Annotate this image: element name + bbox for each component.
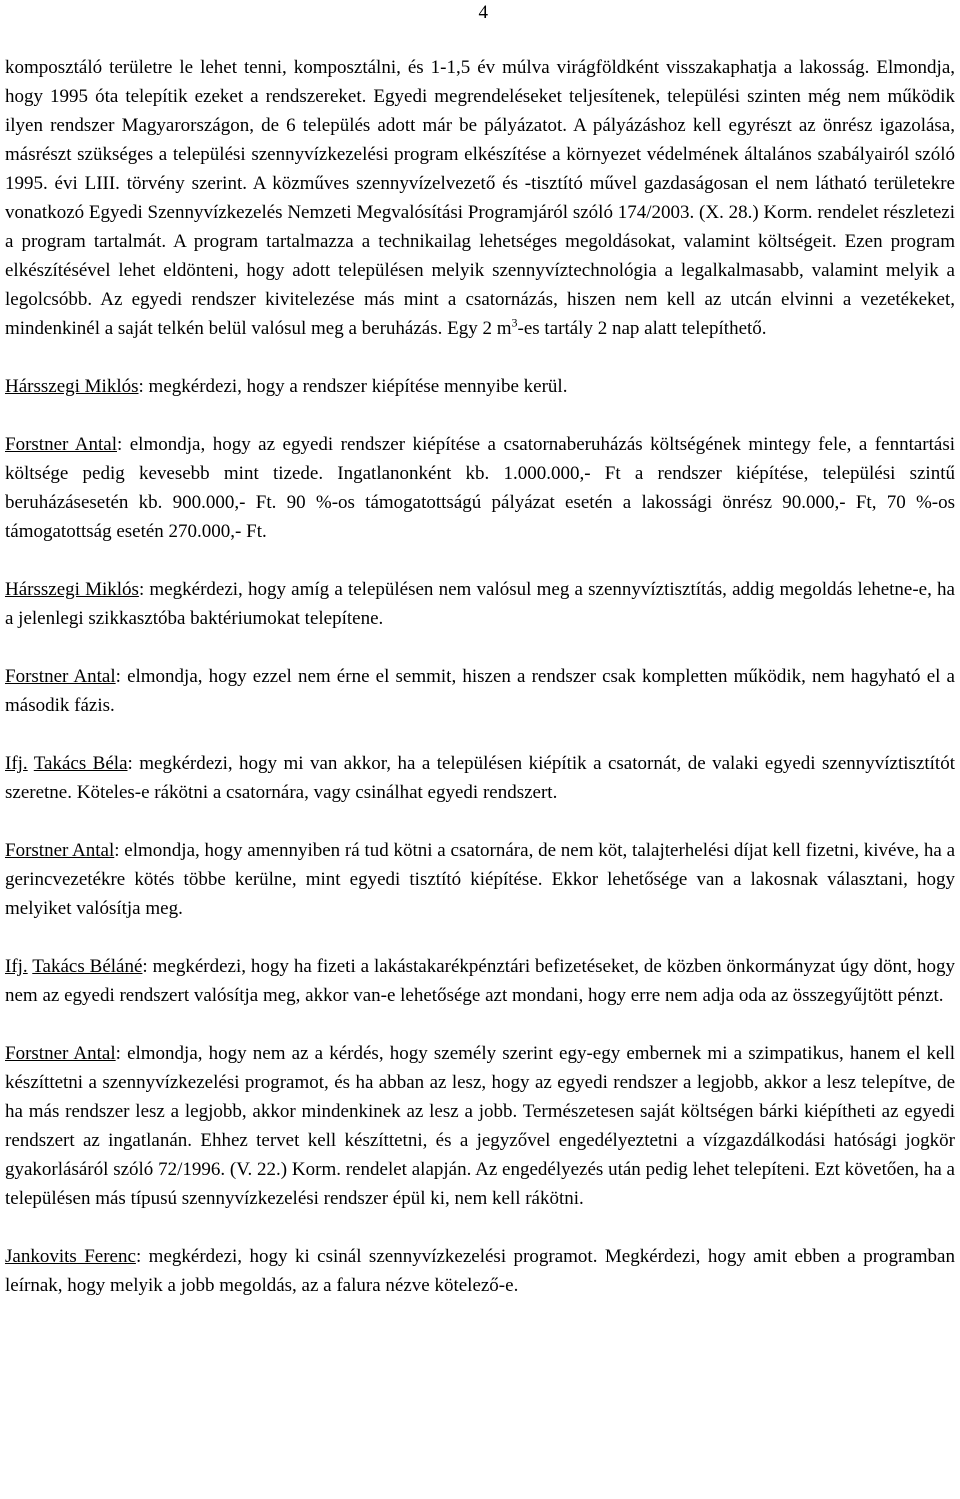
speaker-separator: :	[142, 956, 148, 977]
speaker-separator: :	[115, 1043, 121, 1064]
speaker-separator: :	[115, 666, 121, 687]
speaker-name: Forstner Antal	[5, 1043, 116, 1064]
speaker-name: Hársszegi Miklós	[5, 376, 139, 397]
speaker-prefix: Ifj.	[5, 956, 28, 977]
page-number: 4	[478, 2, 488, 23]
speech-paragraph	[5, 372, 955, 401]
speech-paragraph	[5, 430, 955, 546]
speech-paragraph	[5, 662, 955, 720]
speech-text: megkérdezi, hogy ki csinál szennyvízkezelési programot. Megkérdezi, hogy amit ebben a programban leírnak, hogy melyik a jobb megoldás, az a falura nézve kötelező-e.	[5, 1246, 955, 1296]
intro-text: komposztáló területre le lehet tenni, komposztálni, és 1-1,5 év múlva virágföldként visszakaphatja a lakosság. Elmondja, hogy 1995 óta telepítik ezeket a rendszereket. Egyedi megrendeléseket teljesítenek, települési szinten még nem működik ilyen rendszer Magyarországon, de 6 település adott már be pályázatot. A pályázáshoz kell egyrészt az önrész igazolása, másrészt szükséges a települési szennyvízkezelési program elkészítése a környezet védelmének általános szabályairól szóló 1995. évi LIII. törvény szerint. A közműves szennyvízelvezető és -tisztító művel gazdaságosan el nem látható területekre vonatkozó Egyedi Szennyvízkezelés Nemzeti Megvalósítási Programjáról szóló 174/2003. (X. 28.) Korm. rendelet részletezi a program tartalmát. A program tartalmazza a technikailag lehetséges megoldásokat, valamint költségeit. Ezen program elkészítésével lehet eldönteni, hogy adott településen melyik szennyvíztechnológia a legalkalmasabb, valamint melyik a legolcsóbb. Az egyedi rendszer kivitelezése más mint a csatornázás, hiszen nem kell az utcán elvinni a vezetékeket, mindenkinél a saját telkén belül valósul meg a beruházás. Egy 2 m	[5, 57, 955, 339]
speaker-separator: :	[116, 434, 123, 455]
superscript-cubic: 3	[511, 315, 518, 330]
speech-text: megkérdezi, hogy amíg a településen nem valósul meg a szennyvíztisztítás, addig megoldás lehetne-e, ha a jelenlegi szikkasztóba baktériumokat telepítene.	[5, 579, 955, 629]
speech-paragraph	[5, 1242, 955, 1300]
speech-paragraph	[5, 575, 955, 633]
intro-text-end: -es tartály 2 nap alatt telepíthető.	[517, 318, 767, 339]
speech-text: megkérdezi, hogy mi van akkor, ha a településen kiépítik a csatornát, de valaki egyedi szennyvíztisztítót szeretne. Köteles-e rákötni a csatornára, vagy csinálhat egyedi rendszert.	[5, 753, 955, 803]
speech-text: megkérdezi, hogy a rendszer kiépítése mennyibe kerül.	[143, 376, 568, 397]
speaker-name: Takács Béla	[33, 753, 128, 774]
speech-text: megkérdezi, hogy ha fizeti a lakástakarékpénztári befizetéseket, de közben önkormányzat úgy dönt, hogy nem az egyedi rendszert valósítja meg, akkor van-e lehetősége azt mondani, hogy erre nem adja oda az összegyűjtött pénzt.	[5, 956, 955, 1006]
speech-text: elmondja, hogy nem az a kérdés, hogy személy szerint egy-egy embernek mi a szimpatikus, hanem el kell készíttetni a szennyvízkezelési programot, és ha abban az lesz, hogy az egyedi rendszer a legjobb, akkor a lesz telepítve, de ha más rendszer lesz a legjobb, akkor mindenkinek az lesz a jobb. Természetesen saját költségen bárki kiépítheti az egyedi rendszert az ingatlanán. Ehhez tervet kell készíttetni, és a jegyzővel engedélyeztetni a vízgazdálkodási hatósági jogkör gyakorlásáról szóló 72/1996. (V. 22.) Korm. rendelet alapján. Az engedélyezés után pedig lehet telepíteni. Ezt követően, ha a településen más típusú szennyvízkezelési rendszer épül ki, nem kell rákötni.	[5, 1043, 955, 1209]
speech-paragraph	[5, 836, 955, 923]
speaker-name: Hársszegi Miklós	[5, 579, 139, 600]
speaker-separator: :	[138, 376, 144, 397]
speaker-prefix: Ifj.	[5, 753, 28, 774]
speaker-separator: :	[127, 753, 133, 774]
speaker-name: Takács Béláné	[32, 956, 143, 977]
speaker-name: Forstner Antal	[5, 840, 115, 861]
speaker-separator: :	[135, 1246, 142, 1267]
speech-text: elmondja, hogy az egyedi rendszer kiépítése a csatornaberuházás költségének mintegy fele, a fenntartási költsége pedig kevesebb mint tizede. Ingatlanonként kb. 1.000.000,- Ft a rendszer kiépítése, települési szintű beruházásesetén kb. 900.000,- Ft. 90 %-os támogatottságú pályázat esetén a lakossági önrész 90.000,- Ft, 70 %-os támogatottság esetén 270.000,- Ft.	[5, 434, 955, 542]
speech-paragraph	[5, 952, 955, 1010]
speech-paragraph	[5, 1039, 955, 1213]
speaker-name: Forstner Antal	[5, 666, 116, 687]
speech-text: elmondja, hogy ezzel nem érne el semmit, hiszen a rendszer csak kompletten működik, nem hagyható el a második fázis.	[5, 666, 955, 716]
speaker-name: Forstner Antal	[5, 434, 117, 455]
speaker-separator: :	[138, 579, 145, 600]
speaker-separator: :	[114, 840, 120, 861]
speaker-name: Jankovits Ferenc	[5, 1246, 136, 1267]
speech-text: elmondja, hogy amennyiben rá tud kötni a csatornára, de nem köt, talajterhelési díjat kell fizetni, kivéve, ha a gerincvezetékre kötés többe kerülne, mint egyedi tisztító kiépítése. Ekkor lehetősége van a lakosnak választani, hogy melyiket valósítja meg.	[5, 840, 955, 919]
speech-paragraph	[5, 749, 955, 807]
intro-paragraph	[5, 53, 955, 343]
